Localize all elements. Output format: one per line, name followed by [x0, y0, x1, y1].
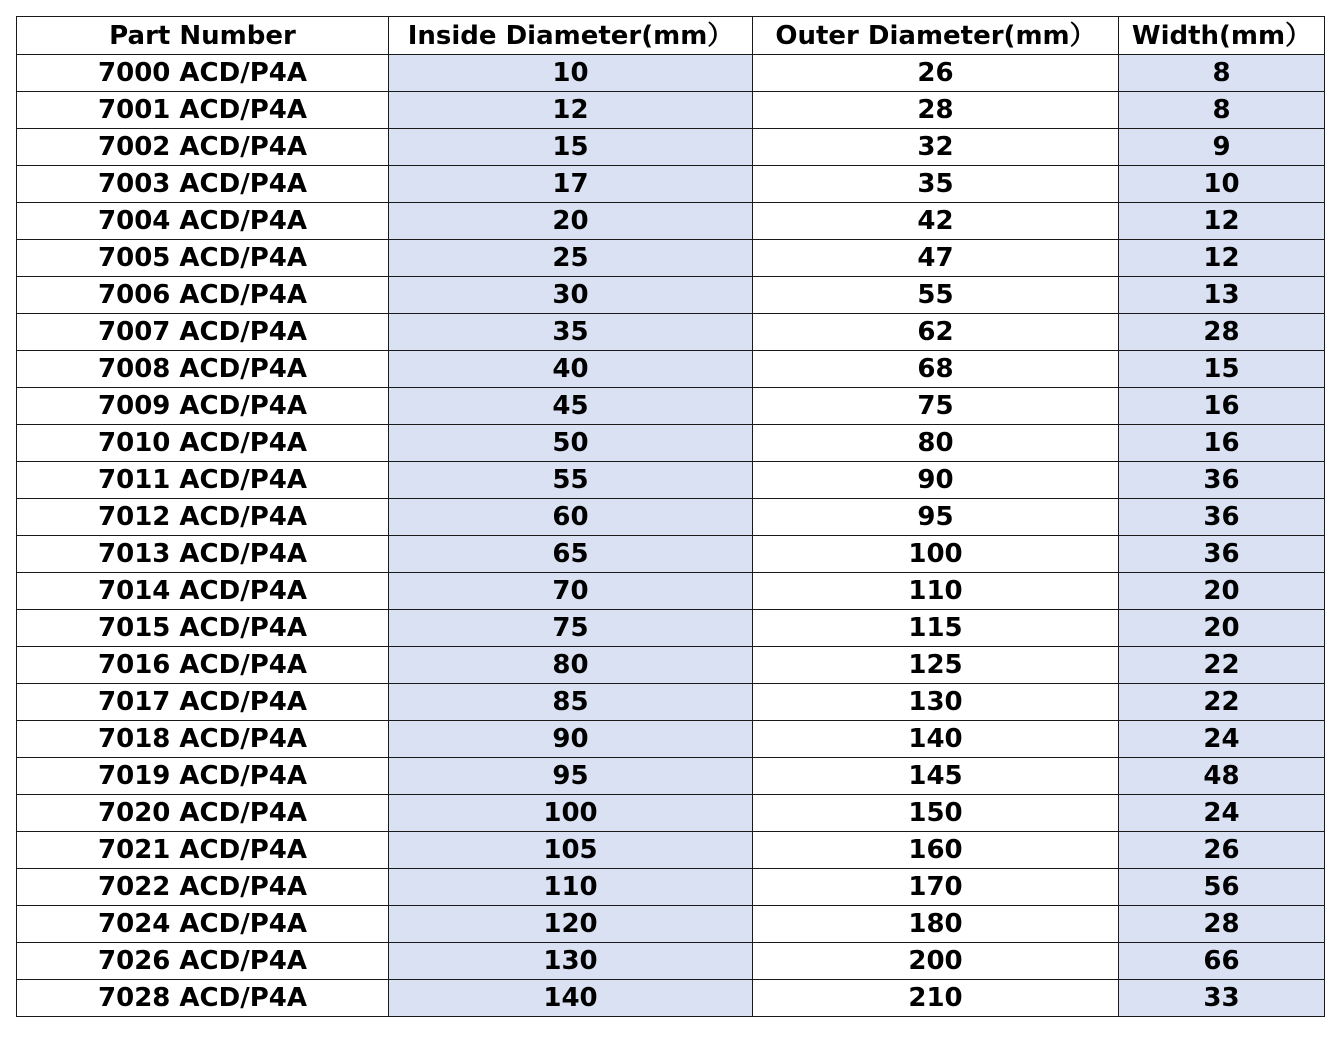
table-row	[17, 610, 1325, 647]
cell-width: 10	[1119, 166, 1325, 203]
cell-part-number: 7021 ACD/P4A	[17, 832, 389, 869]
table-row	[17, 203, 1325, 240]
table-row	[17, 240, 1325, 277]
cell-inside-diameter: 100	[389, 795, 753, 832]
cell-width: 36	[1119, 499, 1325, 536]
cell-width: 13	[1119, 277, 1325, 314]
cell-part-number: 7022 ACD/P4A	[17, 869, 389, 906]
cell-width: 12	[1119, 240, 1325, 277]
cell-width: 36	[1119, 462, 1325, 499]
cell-inside-diameter: 25	[389, 240, 753, 277]
table-row	[17, 388, 1325, 425]
cell-inside-diameter: 30	[389, 277, 753, 314]
cell-outer-diameter: 130	[753, 684, 1119, 721]
cell-outer-diameter: 200	[753, 943, 1119, 980]
cell-width: 28	[1119, 314, 1325, 351]
cell-part-number: 7016 ACD/P4A	[17, 647, 389, 684]
table-row	[17, 425, 1325, 462]
table-row	[17, 647, 1325, 684]
cell-outer-diameter: 110	[753, 573, 1119, 610]
header-inside-diameter: Inside Diameter(mm）	[389, 17, 753, 55]
cell-outer-diameter: 80	[753, 425, 1119, 462]
cell-inside-diameter: 105	[389, 832, 753, 869]
cell-inside-diameter: 130	[389, 943, 753, 980]
table-header	[17, 17, 1325, 55]
bearing-spec-table	[16, 16, 1325, 1017]
table-row	[17, 906, 1325, 943]
cell-width: 20	[1119, 573, 1325, 610]
table-row	[17, 462, 1325, 499]
table-row	[17, 573, 1325, 610]
cell-part-number: 7004 ACD/P4A	[17, 203, 389, 240]
cell-width: 33	[1119, 980, 1325, 1017]
cell-width: 8	[1119, 92, 1325, 129]
table-container	[16, 16, 1325, 1017]
cell-width: 48	[1119, 758, 1325, 795]
table-row	[17, 943, 1325, 980]
cell-part-number: 7008 ACD/P4A	[17, 351, 389, 388]
cell-outer-diameter: 125	[753, 647, 1119, 684]
cell-width: 16	[1119, 425, 1325, 462]
cell-width: 66	[1119, 943, 1325, 980]
cell-inside-diameter: 65	[389, 536, 753, 573]
table-body	[17, 55, 1325, 1017]
table-row	[17, 684, 1325, 721]
cell-inside-diameter: 55	[389, 462, 753, 499]
cell-inside-diameter: 75	[389, 610, 753, 647]
cell-part-number: 7015 ACD/P4A	[17, 610, 389, 647]
header-width: Width(mm）	[1119, 17, 1325, 55]
cell-outer-diameter: 145	[753, 758, 1119, 795]
table-row	[17, 277, 1325, 314]
cell-inside-diameter: 80	[389, 647, 753, 684]
cell-part-number: 7002 ACD/P4A	[17, 129, 389, 166]
cell-outer-diameter: 32	[753, 129, 1119, 166]
cell-part-number: 7019 ACD/P4A	[17, 758, 389, 795]
cell-width: 9	[1119, 129, 1325, 166]
cell-part-number: 7010 ACD/P4A	[17, 425, 389, 462]
cell-part-number: 7005 ACD/P4A	[17, 240, 389, 277]
cell-width: 28	[1119, 906, 1325, 943]
cell-outer-diameter: 210	[753, 980, 1119, 1017]
cell-outer-diameter: 170	[753, 869, 1119, 906]
cell-width: 26	[1119, 832, 1325, 869]
cell-inside-diameter: 45	[389, 388, 753, 425]
cell-part-number: 7024 ACD/P4A	[17, 906, 389, 943]
cell-inside-diameter: 60	[389, 499, 753, 536]
cell-part-number: 7012 ACD/P4A	[17, 499, 389, 536]
cell-width: 12	[1119, 203, 1325, 240]
cell-width: 56	[1119, 869, 1325, 906]
header-outer-diameter: Outer Diameter(mm）	[753, 17, 1119, 55]
cell-inside-diameter: 17	[389, 166, 753, 203]
cell-width: 22	[1119, 647, 1325, 684]
cell-inside-diameter: 40	[389, 351, 753, 388]
cell-outer-diameter: 100	[753, 536, 1119, 573]
cell-part-number: 7011 ACD/P4A	[17, 462, 389, 499]
table-row	[17, 721, 1325, 758]
cell-outer-diameter: 47	[753, 240, 1119, 277]
cell-width: 16	[1119, 388, 1325, 425]
table-row	[17, 92, 1325, 129]
cell-part-number: 7000 ACD/P4A	[17, 55, 389, 92]
cell-outer-diameter: 95	[753, 499, 1119, 536]
cell-inside-diameter: 140	[389, 980, 753, 1017]
cell-part-number: 7007 ACD/P4A	[17, 314, 389, 351]
cell-part-number: 7020 ACD/P4A	[17, 795, 389, 832]
cell-part-number: 7017 ACD/P4A	[17, 684, 389, 721]
cell-width: 15	[1119, 351, 1325, 388]
table-row	[17, 832, 1325, 869]
cell-outer-diameter: 26	[753, 55, 1119, 92]
table-row	[17, 980, 1325, 1017]
cell-outer-diameter: 115	[753, 610, 1119, 647]
cell-part-number: 7026 ACD/P4A	[17, 943, 389, 980]
cell-outer-diameter: 42	[753, 203, 1119, 240]
cell-inside-diameter: 15	[389, 129, 753, 166]
cell-outer-diameter: 75	[753, 388, 1119, 425]
table-row	[17, 166, 1325, 203]
table-row	[17, 314, 1325, 351]
cell-width: 22	[1119, 684, 1325, 721]
table-row	[17, 129, 1325, 166]
cell-outer-diameter: 160	[753, 832, 1119, 869]
cell-outer-diameter: 28	[753, 92, 1119, 129]
cell-width: 24	[1119, 721, 1325, 758]
cell-inside-diameter: 35	[389, 314, 753, 351]
cell-part-number: 7028 ACD/P4A	[17, 980, 389, 1017]
cell-part-number: 7014 ACD/P4A	[17, 573, 389, 610]
header-row	[17, 17, 1325, 55]
cell-inside-diameter: 90	[389, 721, 753, 758]
table-row	[17, 351, 1325, 388]
cell-inside-diameter: 50	[389, 425, 753, 462]
cell-outer-diameter: 55	[753, 277, 1119, 314]
cell-outer-diameter: 68	[753, 351, 1119, 388]
cell-inside-diameter: 110	[389, 869, 753, 906]
cell-inside-diameter: 120	[389, 906, 753, 943]
cell-outer-diameter: 35	[753, 166, 1119, 203]
cell-part-number: 7018 ACD/P4A	[17, 721, 389, 758]
cell-outer-diameter: 90	[753, 462, 1119, 499]
cell-part-number: 7009 ACD/P4A	[17, 388, 389, 425]
cell-part-number: 7003 ACD/P4A	[17, 166, 389, 203]
cell-part-number: 7001 ACD/P4A	[17, 92, 389, 129]
cell-inside-diameter: 85	[389, 684, 753, 721]
cell-width: 36	[1119, 536, 1325, 573]
table-row	[17, 536, 1325, 573]
cell-inside-diameter: 70	[389, 573, 753, 610]
table-row	[17, 795, 1325, 832]
cell-outer-diameter: 150	[753, 795, 1119, 832]
cell-width: 24	[1119, 795, 1325, 832]
cell-inside-diameter: 12	[389, 92, 753, 129]
cell-width: 8	[1119, 55, 1325, 92]
cell-outer-diameter: 180	[753, 906, 1119, 943]
cell-width: 20	[1119, 610, 1325, 647]
header-part-number: Part Number	[17, 17, 389, 55]
table-row	[17, 499, 1325, 536]
cell-outer-diameter: 62	[753, 314, 1119, 351]
cell-inside-diameter: 10	[389, 55, 753, 92]
table-row	[17, 55, 1325, 92]
cell-part-number: 7013 ACD/P4A	[17, 536, 389, 573]
cell-inside-diameter: 95	[389, 758, 753, 795]
cell-inside-diameter: 20	[389, 203, 753, 240]
cell-part-number: 7006 ACD/P4A	[17, 277, 389, 314]
cell-outer-diameter: 140	[753, 721, 1119, 758]
table-row	[17, 869, 1325, 906]
table-row	[17, 758, 1325, 795]
